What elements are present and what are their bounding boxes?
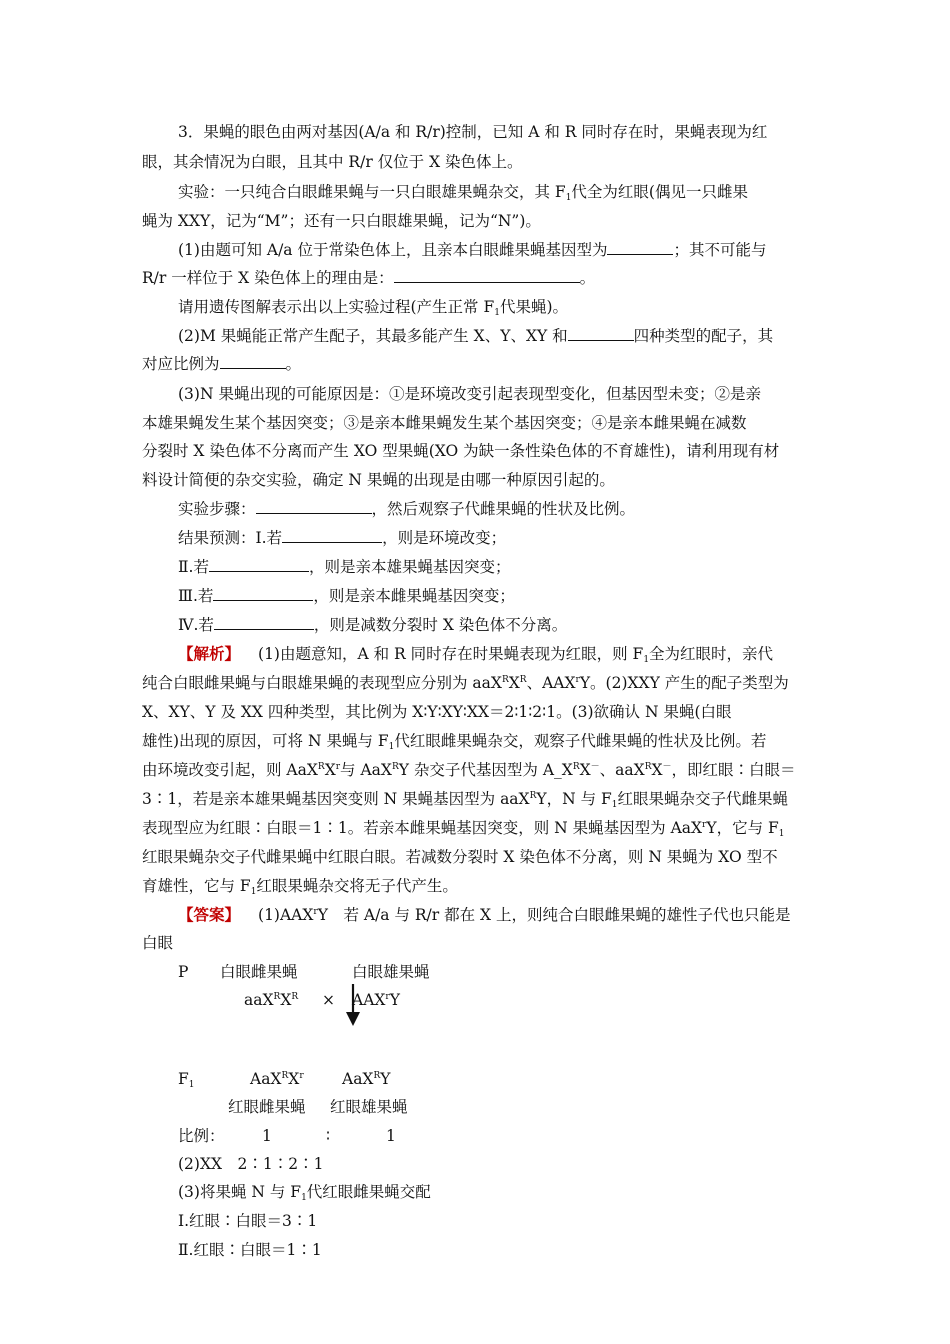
answer-blank[interactable] [282,528,382,543]
diagram-parent-label: P [178,963,189,981]
diagram-cross-sign: × [322,991,335,1009]
experiment-line-1: 实验：一只纯合白眼雌果蝇与一只白眼雄果蝇杂交，其 $F_1$代全为红眼(偶见一只雌果 [178,183,748,203]
analysis-line-7: 表现型应为红眼∶白眼＝1∶1。若亲本雌果蝇基因突变，则 N 果蝇基因型为 AaX$^r$Y，它与 $F_1$ [142,819,785,839]
analysis-line-4: 雄性)出现的原因，可将 N 果蝇与 $F_1$代红眼雌果蝇杂交，观察子代雌果蝇的性状及比例。若 [142,732,767,752]
prediction-3: Ⅲ.若 ，则是亲本雌果蝇基因突变； [178,587,515,605]
answer-blank[interactable] [256,499,372,514]
analysis-line-5: 由环境改变引起，则 $AaX^RX^r$与 AaX$^R$Y 杂交子代基因型为 $A\_X^RX^-$、aaX$^R$X－，即红眼∶白眼＝ [142,761,796,779]
diagram-offspring-male-phenotype: 红眼雄果蝇 [330,1098,408,1116]
part2-line-1: (2)M 果蝇能正常产生配子，其最多能产生 X、Y、XY 和 四种类型的配子，其 [178,327,774,345]
down-arrow-icon [340,982,366,1028]
analysis-line-9: 育雄性，它与 $F_1$红眼果蝇杂交将无子代产生。 [142,877,458,897]
diagram-offspring-male-genotype: AaX$^R$Y [342,1070,391,1088]
experiment-line-2: 蝇为 XXY，记为“M”；还有一只白眼雄果蝇，记为“N”)。 [142,212,541,230]
question-intro-line-1: 3．果蝇的眼色由两对基因(A/a 和 R/r)控制，已知 A 和 R 同时存在时，果蝇表现为红 [178,123,768,141]
question-intro-line-2: 眼，其余情况为白眼，且其中 R/r 仅位于 X 染色体上。 [142,153,523,171]
answer-blank[interactable] [220,354,286,369]
answer-blank[interactable] [214,615,314,630]
part3-line-2: 本雄果蝇发生某个基因突变；③是亲本雌果蝇发生某个基因突变；④是亲本雌果蝇在减数 [142,414,747,432]
part3-line-4: 料设计简便的杂交实验，确定 N 果蝇的出现是由哪一种原因引起的。 [142,471,615,489]
answer-line-1: 【答案】 (1)AAX$^r$Y 若 A/a 与 R/r 都在 X 上，则纯合白眼雌果蝇的雄性子代也只能是 [178,905,791,924]
answer-result-1: Ⅰ.红眼∶白眼＝3∶1 [178,1212,318,1230]
diagram-ratio-value-1: 1 [262,1127,272,1145]
prediction-2: Ⅱ.若 ，则是亲本雄果蝇基因突变； [178,558,511,576]
diagram-ratio-colon: ∶ [326,1127,331,1145]
diagram-female-parent: 白眼雌果蝇 [220,963,298,981]
diagram-female-genotype: $aaX^RX^R$ [244,991,299,1009]
experiment-steps: 实验步骤： ，然后观察子代雌果蝇的性状及比例。 [178,500,636,518]
answer-blank[interactable] [394,268,580,283]
part3-line-1: (3)N 果蝇出现的可能原因是：①是环境改变引起表现型变化，但基因型未变；②是亲 [178,385,761,403]
prediction-4: Ⅳ.若 ，则是减数分裂时 X 染色体不分离。 [178,616,568,634]
part2-line-2: 对应比例为 。 [142,355,302,373]
analysis-line-3: X、XY、Y 及 XX 四种类型，其比例为 X∶Y∶XY∶XX＝2∶1∶2∶1。(3)欲确认 N 果蝇(白眼 [142,703,732,721]
answer-blank[interactable] [568,326,634,341]
answer-part3: (3)将果蝇 N 与 $F_1$代红眼雌果蝇交配 [178,1183,431,1203]
answer-part2: (2)XX 2∶1∶2∶1 [178,1155,324,1173]
diagram-ratio-value-2: 1 [386,1127,396,1145]
diagram-ratio-label: 比例： [178,1127,225,1145]
analysis-line-1: 【解析】 (1)由题意知，A 和 R 同时存在时果蝇表现为红眼，则 $F_1$全为红眼时，亲代 [178,644,774,665]
diagram-offspring-female-phenotype: 红眼雌果蝇 [228,1098,306,1116]
diagram-offspring-female-genotype: $AaX^RX^r$ [250,1070,304,1088]
part1-line-3: 请用遗传图解表示出以上实验过程(产生正常 $F_1$代果蝇)。 [178,298,569,318]
answer-blank[interactable] [607,240,673,255]
answer-result-2: Ⅱ.红眼∶白眼＝1∶1 [178,1241,322,1259]
answer-blank[interactable] [209,557,309,572]
analysis-line-2: 纯合白眼雌果蝇与白眼雄果蝇的表现型应分别为 $aaX^RX^R$、AAX$^r$Y。(2)XXY 产生的配子类型为 [142,674,789,692]
prediction-1: 结果预测：Ⅰ.若 ，则是环境改变； [178,529,507,547]
answer-blank[interactable] [213,586,313,601]
answer-line-2: 白眼 [142,934,174,952]
diagram-f1-label: $F_1$ [178,1070,195,1090]
answer-tag: 【答案】 [178,905,241,924]
analysis-tag: 【解析】 [178,644,241,663]
part1-line-1: (1)由题可知 A/a 位于常染色体上，且亲本白眼雌果蝇基因型为 ；其不可能与 [178,241,767,259]
part1-line-2: R/r 一样位于 X 染色体上的理由是： 。 [142,269,596,287]
diagram-male-genotype: AAX$^r$Y [352,991,400,1009]
diagram-male-parent: 白眼雄果蝇 [352,963,430,981]
analysis-line-6: 3∶1，若是亲本雄果蝇基因突变则 N 果蝇基因型为 aaX$^R$Y，N 与 $F_1$红眼果蝇杂交子代雌果蝇 [142,790,789,810]
part3-line-3: 分裂时 X 染色体不分离而产生 XO 型果蝇(XO 为缺一条性染色体的不育雄性)，请利用现有材 [142,442,780,460]
analysis-line-8: 红眼果蝇杂交子代雌果蝇中红眼白眼。若减数分裂时 X 染色体不分离，则 N 果蝇为 XO 型不 [142,848,778,866]
